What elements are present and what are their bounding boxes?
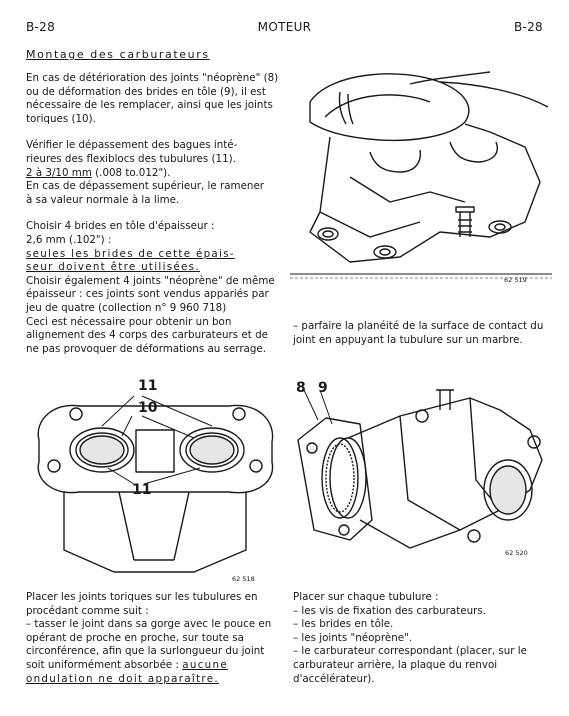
list-item: – les vis de fixation des carburateurs. (293, 604, 486, 617)
emphasis-ondulation: aucune ondulation ne doit apparaître. (26, 658, 228, 685)
left-bottom-text: Placer les joints toriques sur les tubulures en procédant comme suit : – tasser le joint dans sa gorge avec le pouce en opérant de proche en proche, sur toute sa circonférence, afin que la surlongueur du joint soit uniformément absorbée : aucune ondulation ne doit apparaître. (26, 591, 272, 685)
callout-9: 9 (318, 380, 328, 396)
emphasis-brides-1: seules les brides de cette épais- (26, 247, 235, 260)
paragraph-alignement: Ceci est nécessaire pour obtenir un bon alignement des 4 corps des carburateurs et de ne pas provoquer de déformations au serrage. (26, 315, 268, 355)
left-top-text (26, 72, 284, 369)
page-number-right: B-28 (513, 20, 543, 34)
paragraph-joints: En cas de détérioration des joints "néoprène" (8) ou de déformation des brides en tôle (9), il est nécessaire de les remplacer, ainsi que les joints toriques (10). (26, 72, 279, 125)
callout-11-top: 11 (138, 378, 158, 394)
list-item: – les brides en tôle. (293, 618, 394, 631)
page-number-left: B-28 (26, 20, 56, 34)
section-title: Montage des carburateurs (26, 48, 210, 61)
list-item: – les joints "néoprène". (293, 631, 413, 644)
list-intro: Placer sur chaque tubulure : (293, 591, 439, 603)
dimension-value: 2 à 3/10 mm (26, 166, 92, 179)
right-top-text: – parfaire la planéité de la surface de contact du joint en appuyant la tubulure sur un marbre. (293, 320, 544, 346)
emphasis-brides-2: seur doivent être utilisées. (26, 261, 200, 274)
figure-number-62519: 62 519 (504, 276, 527, 284)
callout-11-bottom: 11 (132, 482, 152, 498)
paragraph-bagues: Vérifier le dépassement des bagues inté- rieures des flexiblocs des tubulures (11). 2 à 3/10 mm (.008 to.012"). En cas de dépassement supérieur, le ramener à sa valeur normale à la lime. (26, 139, 265, 206)
list-item: – le carburateur correspondant (placer, sur le carburateur arrière, la plaque du renvoi d'accélérateur). (293, 645, 527, 685)
figure-tubulure-brides (290, 380, 552, 560)
callout-8: 8 (296, 380, 306, 396)
figure-number-62518: 62 518 (232, 575, 255, 583)
page-header-title: MOTEUR (257, 20, 312, 34)
right-bottom-text (293, 591, 551, 686)
callout-10: 10 (138, 400, 158, 416)
figure-number-62520: 62 520 (505, 549, 528, 557)
figure-tubulure-hand (290, 62, 552, 292)
paragraph-brides: Choisir 4 brides en tôle d'épaisseur : 2,6 mm (.102") : seules les brides de cette épais- seur doivent être utilisées. Choisir également 4 joints "néoprène" de même épaisseur : ces joints sont vendus appariés par jeu de quatre (collection n° 9 960 718) (26, 220, 284, 315)
